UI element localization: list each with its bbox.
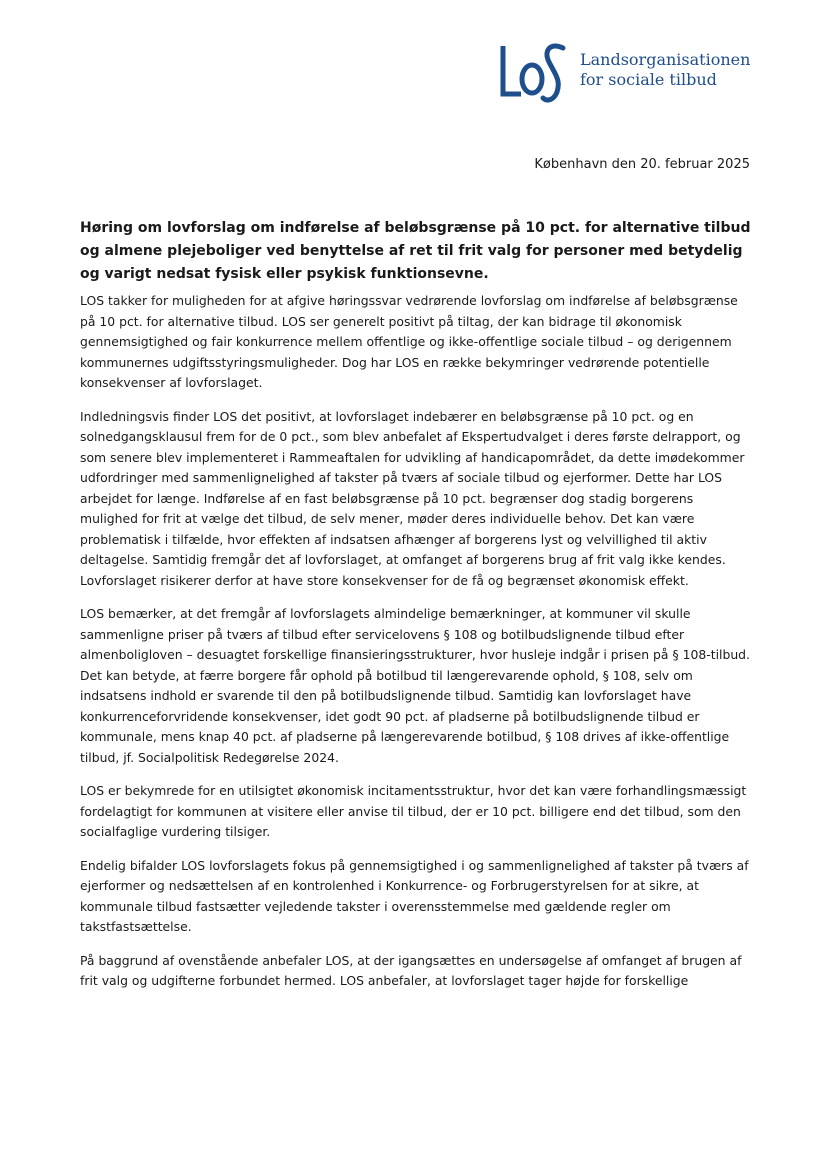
los-logo	[499, 40, 759, 106]
org-name-line1: Landsorganisationen	[580, 50, 751, 69]
org-name	[580, 50, 750, 90]
dateline: København den 20. februar 2025	[534, 157, 750, 172]
org-name-line2: for sociale tilbud	[580, 70, 717, 89]
document-body	[80, 291, 755, 1005]
paragraph: LOS er bekymrede for en utilsigtet økonomisk incitamentsstruktur, hvor det kan være forhandlingsmæssigt fordelagtigt for kommunen at visitere eller anvise til tilbud, der er 10 pct. billigere end det tilbud, som den socialfaglige vurdering tilsiger.	[80, 783, 747, 839]
paragraph: LOS takker for muligheden for at afgive høringssvar vedrørende lovforslag om indførelse af beløbsgrænse på 10 pct. for alternative tilbud. LOS ser generelt positivt på tiltag, der kan bidrage til økonomisk gennemsigtighed og fair konkurrence mellem offentlige og ikke-offentlige sociale tilbud – og derigennem kommunernes udgiftsstyringsmuligheder. Dog har LOS en række bekymringer vedrørende potentielle konsekvenser af lovforslaget.	[80, 293, 738, 390]
los-logo-mark	[499, 40, 569, 104]
paragraph: På baggrund af ovenstående anbefaler LOS, at der igangsættes en undersøgelse af omfanget af brugen af frit valg og udgifterne forbundet hermed. LOS anbefaler, at lovforslaget tager højde for forskellige	[80, 952, 742, 988]
paragraph: Indledningsvis finder LOS det positivt, at lovforslaget indebærer en beløbsgrænse på 10 pct. og en solnedgangsklausul frem for de 0 pct., som blev anbefalet af Ekspertudvalget i deres første delrapport, og som senere blev implementeret i Rammeaftalen for udvikling af handicapområdet, da dette imødekommer udfordringer med sammenlignelighed af takster på tværs af sociale tilbud og ejerformer. Dette har LOS arbejdet for længe. Indførelse af en fast beløbsgrænse på 10 pct. begrænser dog stadig borgerens mulighed for frit at vælge det tilbud, de selv mener, møder deres individuelle behov. Det kan være problematisk i tilfælde, hvor effekten af indsatsen afhænger af borgerens lyst og velvillighed til aktiv deltagelse. Samtidig fremgår det af lovforslaget, at omfanget af borgerens brug af frit valg ikke kendes. Lovforslaget risikerer derfor at have store konsekvenser for de få og begrænset økonomisk effekt.	[80, 408, 745, 588]
document-title: Høring om lovforslag om indførelse af beløbsgrænse på 10 pct. for alternative tilbud og almene plejeboliger ved benyttelse af ret til frit valg for personer med betydelig og varigt nedsat fysisk eller psykisk funktionsevne.	[80, 220, 751, 282]
paragraph: Endelig bifalder LOS lovforslagets fokus på gennemsigtighed i og sammenlignelighed af takster på tværs af ejerformer og nedsættelsen af en kontrolenhed i Konkurrence- og Forbrugerstyrelsen for at sikre, at kommunale tilbud fastsætter vejledende takster i overensstemmelse med gældende regler om takstfastsættelse.	[80, 857, 749, 934]
paragraph: LOS bemærker, at det fremgår af lovforslagets almindelige bemærkninger, at kommuner vil skulle sammenligne priser på tværs af tilbud efter servicelovens § 108 og botilbudslignende tilbud efter almenboligloven – desuagtet forskellige finansieringsstrukturer, hvor husleje indgår i prisen på § 108-tilbud. Det kan betyde, at færre borgere får ophold på botilbud til længerevarende ophold, § 108, selv om indsatsens indhold er svarende til den på botilbudslignende tilbud. Samtidig kan lovforslaget have konkurrenceforvridende konsekvenser, idet godt 90 pct. af pladserne på botilbudslignende tilbud er kommunale, mens knap 40 pct. af pladserne på længerevarende botilbud, § 108 drives af ikke-offentlige tilbud, jf. Socialpolitisk Redegørelse 2024.	[80, 606, 750, 765]
